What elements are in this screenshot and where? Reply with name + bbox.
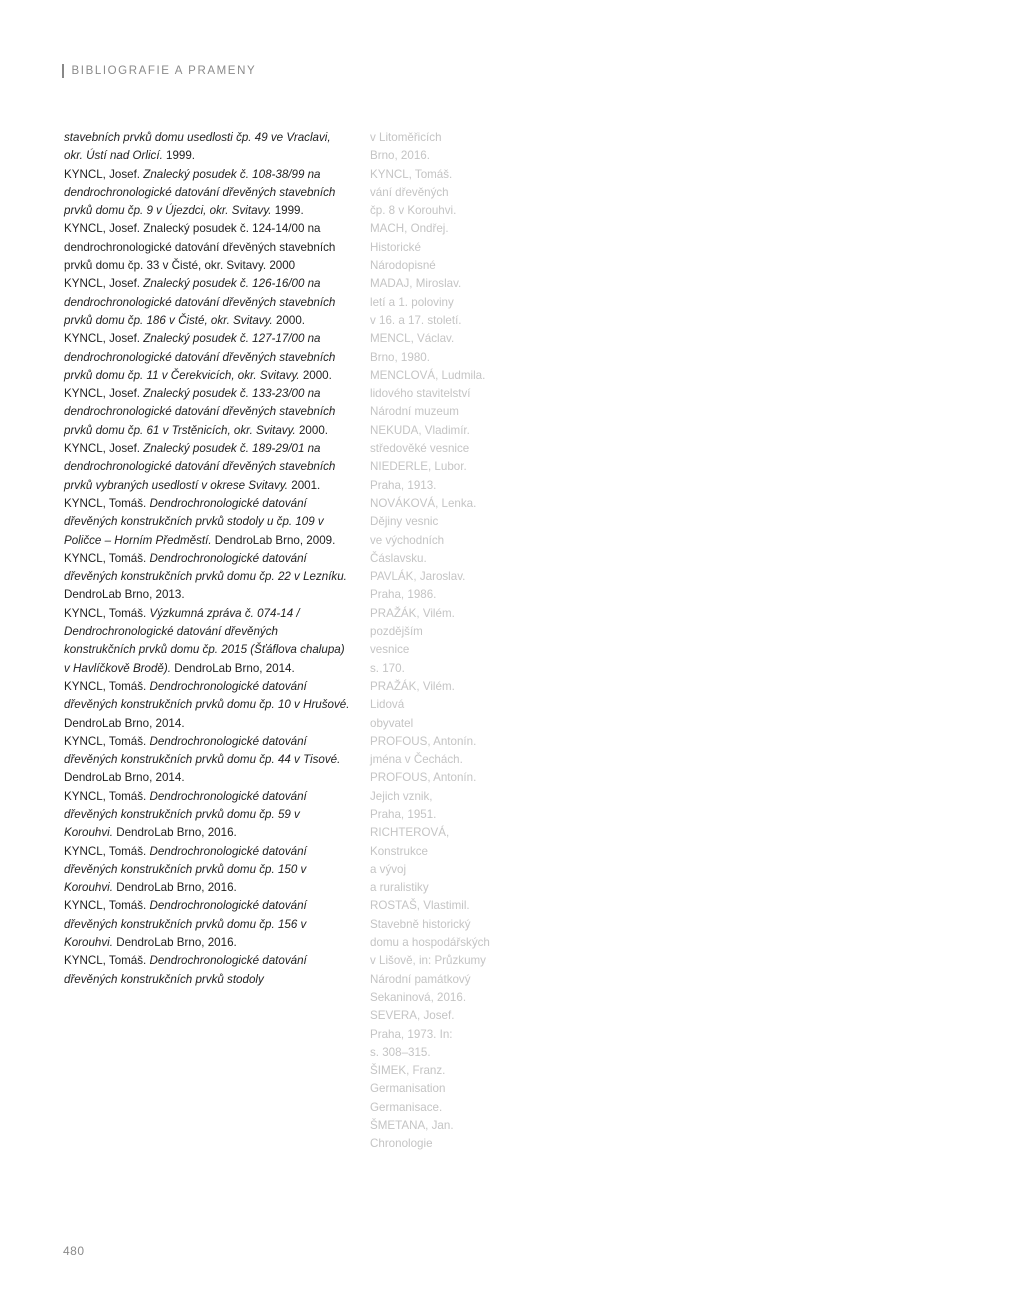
bibliography-entry	[64, 440, 350, 495]
bibliography-entry-faded: Národní památkový	[370, 972, 471, 986]
bibliography-entry-faded: obyvatel	[370, 716, 414, 730]
entry-details: 2001.	[288, 478, 321, 492]
entry-title: Znalecký posudek č. 126-16/00 na dendrochronologické datování dřevěných stavebních prvků domu čp. 186 v Čisté, okr. Svitavy.	[64, 277, 336, 327]
entry-author: KYNCL, Tomáš.	[64, 844, 150, 858]
bibliography-entry	[64, 897, 350, 952]
entry-details: Znalecký posudek č. 124-14/00 na dendrochronologické datování dřevěných stavebních prvků domu čp. 33 v Čisté, okr. Svitavy. 2000	[64, 222, 336, 273]
bibliography-entry-faded: ROSTAŠ, Vlastimil.	[370, 899, 470, 913]
entry-author: KYNCL, Tomáš.	[64, 679, 150, 693]
bibliography-entry-faded: ŠIMEK, Franz.	[370, 1064, 446, 1078]
entry-title: Dendrochronologické datování dřevěných konstrukčních prvků domu čp. 150 v Korouhvi.	[64, 844, 307, 895]
bibliography-entry-faded: v Lišově, in: Průzkumy	[370, 954, 486, 968]
bibliography-entry	[64, 843, 350, 898]
bibliography-entry-faded: Národopisné	[370, 259, 436, 273]
entry-author: KYNCL, Tomáš.	[64, 789, 150, 803]
bibliography-entry-faded: Konstrukce	[370, 844, 428, 858]
entry-title: Znalecký posudek č. 133-23/00 na dendrochronologické datování dřevěných stavebních prvků domu čp. 61 v Trstěnicích, okr. Svitavy.	[64, 387, 336, 437]
entry-author: KYNCL, Josef.	[64, 222, 144, 236]
entry-title: Znalecký posudek č. 127-17/00 na dendrochronologické datování dřevěných stavebních prvků domu čp. 11 v Čerekvicích, okr. Svitavy.	[64, 332, 336, 382]
entry-author: KYNCL, Tomáš.	[64, 899, 150, 913]
entry-author: KYNCL, Josef.	[64, 332, 144, 346]
bibliography-entry-faded: NOVÁKOVÁ, Lenka.	[370, 496, 477, 510]
bibliography-entry-faded: a ruralistiky	[370, 881, 429, 895]
bibliography-entry-faded: Germanisation	[370, 1082, 446, 1096]
bibliography-column-left	[64, 129, 350, 989]
bibliography-entry-faded: letí a 1. poloviny	[370, 295, 454, 309]
bibliography-entry-faded: NIEDERLE, Lubor.	[370, 460, 467, 474]
bibliography-entry-faded: Praha, 1986.	[370, 588, 437, 602]
bibliography-entry	[64, 678, 350, 733]
bibliography-entry-faded: ŠMETANA, Jan.	[370, 1119, 454, 1133]
bibliography-entry-faded: v Litoměřicích	[370, 131, 442, 144]
bibliography-entry-faded: PRAŽÁK, Vilém.	[370, 606, 455, 620]
entry-title: Dendrochronologické datování dřevěných konstrukčních prvků stodoly u čp. 109 v Poličce – Horním Předměstí.	[64, 496, 324, 547]
bibliography-entry-faded: Praha, 1951.	[370, 807, 437, 821]
bibliography-entry-faded: čp. 8 v Korouhvi.	[370, 204, 457, 218]
entry-details: DendroLab Brno, 2014.	[170, 661, 295, 675]
bibliography-entry-faded: ve východních	[370, 533, 445, 547]
entry-details: 2000.	[299, 368, 332, 382]
bibliography-entry-faded: a vývoj	[370, 862, 407, 876]
bibliography-entry	[64, 605, 350, 678]
bibliography-entry-faded: MACH, Ondřej.	[370, 222, 449, 236]
entry-details: DendroLab Brno, 2014.	[64, 716, 185, 730]
bibliography-entry	[64, 495, 350, 550]
entry-details: 1999.	[271, 204, 304, 218]
entry-details: DendroLab Brno, 2016.	[112, 936, 237, 950]
header-title: BIBLIOGRAFIE A PRAMENY	[71, 65, 257, 77]
bibliography-entry-faded: domu a hospodářských	[370, 936, 490, 950]
entry-title: stavebních prvků domu usedlosti čp. 49 ve Vraclavi, okr. Ústí nad Orlicí.	[64, 131, 331, 163]
bibliography-entry	[64, 952, 350, 989]
bibliography-entry-faded: Historické	[370, 240, 421, 254]
bibliography-entry-faded: Brno, 2016.	[370, 149, 430, 163]
entry-details: 2000.	[295, 423, 328, 437]
entry-details: DendroLab Brno, 2014.	[64, 771, 185, 785]
bibliography-entry-faded: RICHTEROVÁ,	[370, 826, 450, 840]
bibliography-entry	[64, 788, 350, 843]
entry-details: 1999.	[162, 149, 196, 163]
entry-title: Dendrochronologické datování dřevěných konstrukčních prvků domu čp. 156 v Korouhvi.	[64, 899, 307, 950]
entry-author: KYNCL, Tomáš.	[64, 551, 150, 565]
bibliography-entry-faded: Národní muzeum	[370, 405, 459, 419]
bibliography-entry-faded: Praha, 1973. In:	[370, 1027, 453, 1041]
header-divider	[62, 64, 64, 78]
entry-author: KYNCL, Tomáš.	[64, 606, 150, 620]
bibliography-entry-faded: PAVLÁK, Jaroslav.	[370, 570, 466, 584]
bibliography-entry-faded: PRAŽÁK, Vilém.	[370, 679, 455, 693]
bibliography-entry-faded: Lidová	[370, 698, 405, 712]
bibliography-entry-faded: Chronologie	[370, 1137, 433, 1151]
entry-title: Znalecký posudek č. 108-38/99 na dendrochronologické datování dřevěných stavebních prvků domu čp. 9 v Újezdci, okr. Svitavy.	[64, 167, 336, 218]
entry-title: Dendrochronologické datování dřevěných konstrukčních prvků domu čp. 59 v Korouhvi.	[64, 789, 307, 840]
entry-details: DendroLab Brno, 2009.	[211, 533, 336, 547]
entry-details: 2000.	[272, 313, 306, 327]
page-number: 480	[63, 1244, 85, 1258]
bibliography-entry	[64, 166, 350, 221]
bibliography-entry	[64, 275, 350, 330]
entry-title: Výzkumná zpráva č. 074-14 / Dendrochronologické datování dřevěných konstrukčních prvků domu čp. 2015 (Šťáflova chalupa) v Havlíčkově Brodě).	[64, 606, 345, 675]
entry-author: KYNCL, Josef.	[64, 277, 144, 291]
bibliography-entry	[64, 129, 350, 166]
bibliography-entry	[64, 220, 350, 275]
bibliography-entry-faded: jména v Čechách.	[370, 753, 463, 767]
bibliography-entry-faded: MENCLOVÁ, Ludmila.	[370, 368, 486, 382]
bibliography-entry-faded: Praha, 1913.	[370, 478, 437, 492]
entry-author: KYNCL, Tomáš.	[64, 734, 150, 748]
bibliography-entry-faded: s. 308–315.	[370, 1045, 431, 1059]
entry-title: Dendrochronologické datování dřevěných konstrukčních prvků domu čp. 22 v Lezníku.	[64, 551, 347, 584]
bibliography-entry-faded: MADAJ, Miroslav.	[370, 277, 462, 291]
bibliography-entry-faded: PROFOUS, Antonín.	[370, 734, 477, 748]
bibliography-entry-faded: Dějiny vesnic	[370, 515, 439, 529]
bibliography-entry-faded: vání dřevěných	[370, 185, 449, 199]
running-header	[62, 64, 256, 78]
bibliography-entry-faded: KYNCL, Tomáš.	[370, 167, 453, 181]
bibliography-entry-faded: s. 170.	[370, 661, 405, 675]
entry-title: Dendrochronologické datování dřevěných konstrukčních prvků stodoly	[64, 954, 307, 986]
entry-title: Znalecký posudek č. 189-29/01 na dendrochronologické datování dřevěných stavebních prvků vybraných usedlostí v okrese Svitavy.	[64, 442, 336, 492]
bibliography-entry-faded: SEVERA, Josef.	[370, 1009, 455, 1023]
bibliography-entry	[64, 330, 350, 385]
entry-details: DendroLab Brno, 2016.	[112, 881, 237, 895]
bibliography-entry-faded: vesnice	[370, 643, 410, 657]
bibliography-entry-faded: NEKUDA, Vladimír.	[370, 423, 470, 437]
entry-author: KYNCL, Josef.	[64, 387, 144, 401]
bibliography-entry-faded: Brno, 1980.	[370, 350, 430, 364]
entry-title: Dendrochronologické datování dřevěných konstrukčních prvků domu čp. 10 v Hrušové.	[64, 679, 350, 712]
bibliography-entry-faded: PROFOUS, Antonín.	[370, 771, 477, 785]
bibliography-entry-faded: MENCL, Václav.	[370, 332, 455, 346]
bibliography-entry-faded: Stavebně historický	[370, 917, 471, 931]
entry-author: KYNCL, Tomáš.	[64, 954, 150, 968]
entry-author: KYNCL, Josef.	[64, 167, 144, 181]
bibliography-entry-faded: lidového stavitelství	[370, 387, 471, 401]
entry-details: DendroLab Brno, 2016.	[112, 826, 237, 840]
bibliography-entry-faded: středověké vesnice	[370, 442, 470, 456]
entry-author: KYNCL, Tomáš.	[64, 496, 150, 510]
entry-title: Dendrochronologické datování dřevěných konstrukčních prvků domu čp. 44 v Tisové.	[64, 734, 341, 767]
entry-author: KYNCL, Josef.	[64, 442, 144, 456]
bibliography-entry-faded: Jejich vznik,	[370, 789, 433, 803]
bibliography-entry	[64, 385, 350, 440]
bibliography-entry	[64, 733, 350, 788]
bibliography-entry-faded: Sekaninová, 2016.	[370, 990, 467, 1004]
bibliography-entry	[64, 550, 350, 605]
bibliography-entry-faded: Germanisace.	[370, 1100, 443, 1114]
bibliography-column-right	[370, 129, 620, 1154]
bibliography-entry-faded: v 16. a 17. století.	[370, 313, 462, 327]
entry-details: DendroLab Brno, 2013.	[64, 588, 185, 602]
bibliography-entry-faded: Čáslavsku.	[370, 551, 427, 565]
bibliography-entry-faded: pozdějším	[370, 625, 423, 639]
